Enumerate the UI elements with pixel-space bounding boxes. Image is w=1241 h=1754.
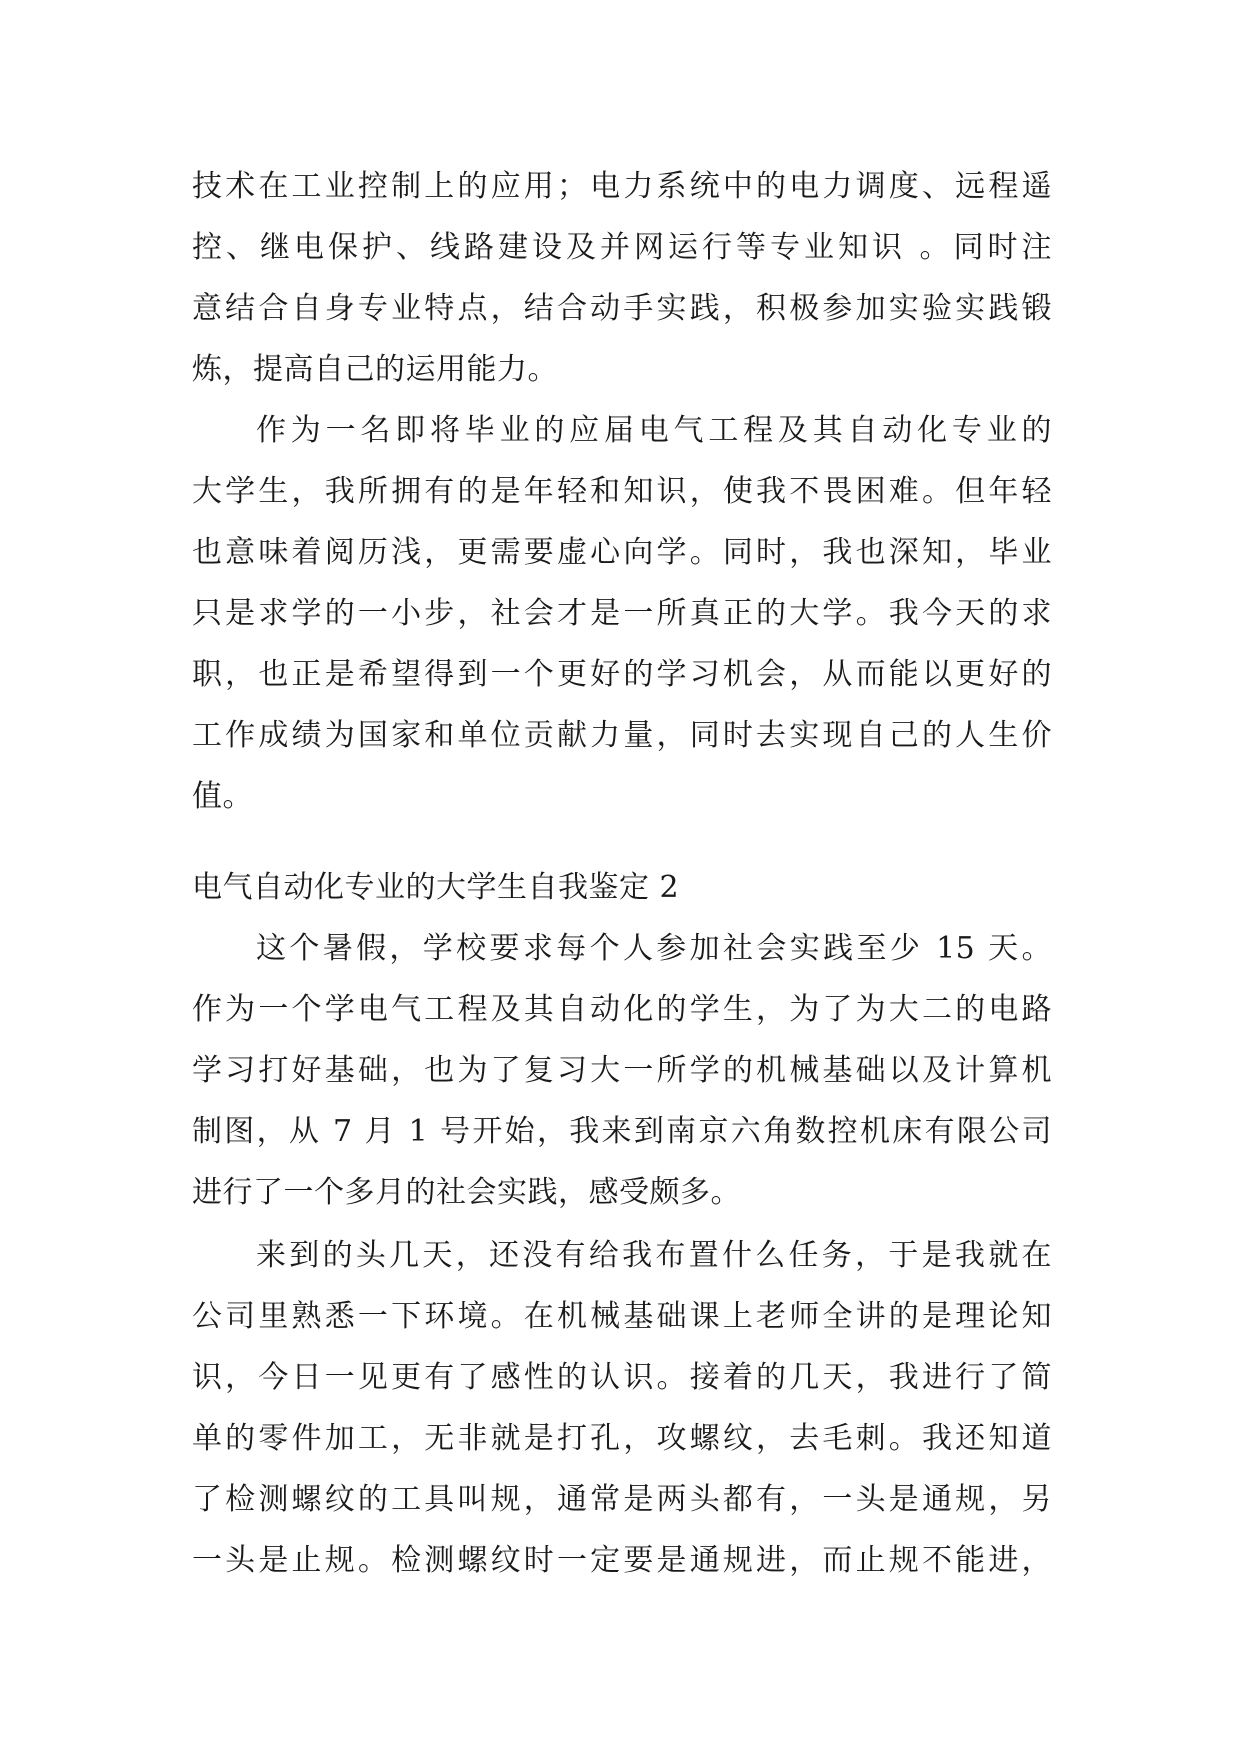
paragraph-2 <box>192 400 1052 827</box>
paragraph-line: 值。 <box>192 779 253 814</box>
section-heading: 电气自动化专业的大学生自我鉴定 2 <box>192 870 680 905</box>
paragraph-line: 只是求学的一小步，社会才是一所真正的大学。我今天的求 <box>192 596 1052 631</box>
paragraph-line: 作为一名即将毕业的应届电气工程及其自动化专业的 <box>256 413 1052 448</box>
paragraph-line: 制图，从 7 月 1 号开始，我来到南京六角数控机床有限公司 <box>192 1114 1052 1149</box>
paragraph-1 <box>192 156 1052 400</box>
paragraph-line: 一头是止规。检测螺纹时一定要是通规进，而止规不能进， <box>192 1543 1052 1578</box>
paragraph-line: 公司里熟悉一下环境。在机械基础课上老师全讲的是理论知 <box>192 1299 1052 1334</box>
paragraph-line: 了检测螺纹的工具叫规，通常是两头都有，一头是通规，另 <box>192 1482 1052 1517</box>
paragraph-line: 大学生，我所拥有的是年轻和知识，使我不畏困难。但年轻 <box>192 474 1052 509</box>
paragraph-4 <box>192 1225 1052 1591</box>
paragraph-line: 识，今日一见更有了感性的认识。接着的几天，我进行了简 <box>192 1360 1052 1395</box>
paragraph-line: 单的零件加工，无非就是打孔，攻螺纹，去毛刺。我还知道 <box>192 1421 1052 1456</box>
paragraph-line: 来到的头几天，还没有给我布置什么任务，于是我就在 <box>256 1238 1052 1273</box>
paragraph-line: 控、继电保护、线路建设及并网运行等专业知识 。同时注 <box>192 230 1052 265</box>
paragraph-line: 技术在工业控制上的应用；电力系统中的电力调度、远程遥 <box>192 169 1052 204</box>
paragraph-line: 炼，提高自己的运用能力。 <box>192 352 558 387</box>
paragraph-line: 职，也正是希望得到一个更好的学习机会，从而能以更好的 <box>192 657 1052 692</box>
paragraph-line: 作为一个学电气工程及其自动化的学生，为了为大二的电路 <box>192 992 1052 1027</box>
paragraph-line: 学习打好基础，也为了复习大一所学的机械基础以及计算机 <box>192 1053 1052 1088</box>
paragraph-line: 这个暑假，学校要求每个人参加社会实践至少 15 天。 <box>256 931 1052 966</box>
paragraph-line: 工作成绩为国家和单位贡献力量，同时去实现自己的人生价 <box>192 718 1052 753</box>
paragraph-line: 意结合自身专业特点，结合动手实践，积极参加实验实践锻 <box>192 291 1052 326</box>
paragraph-line: 也意味着阅历浅，更需要虚心向学。同时，我也深知，毕业 <box>192 535 1052 570</box>
paragraph-3 <box>192 918 1052 1223</box>
paragraph-line: 进行了一个多月的社会实践，感受颇多。 <box>192 1175 741 1210</box>
